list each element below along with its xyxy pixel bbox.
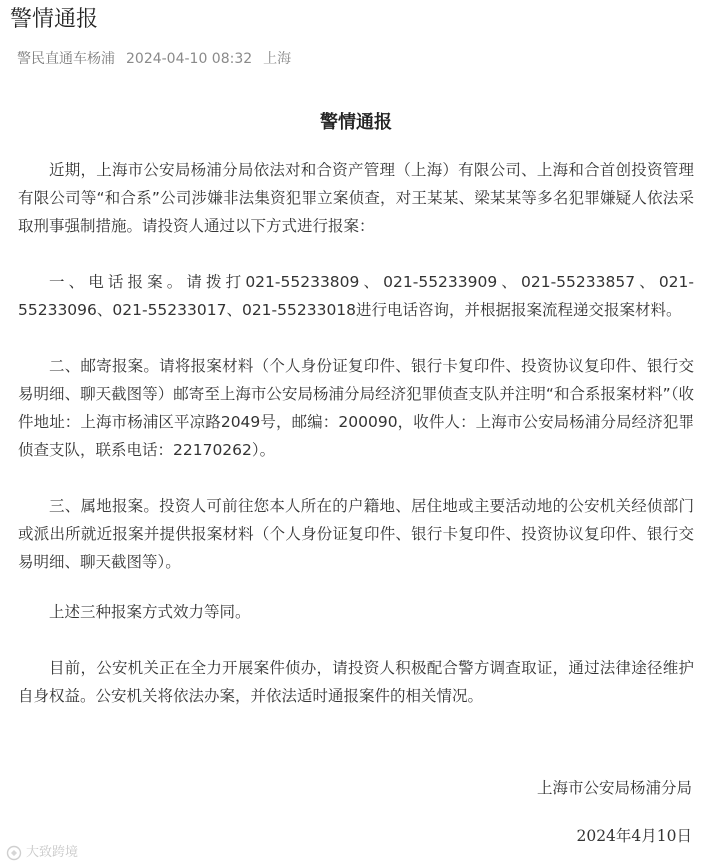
article-title: 警情通报 [320, 112, 392, 133]
article-body [18, 96, 694, 738]
publish-location: 上海 [263, 51, 292, 67]
paragraph-phone-report: 一、电话报案。请拨打021-55233809、021-55233909、021-55233857、021-55233096、021-55233017、021-55233018进行电话咨询，并根据报案流程递交报案材料。 [18, 273, 694, 319]
publish-datetime: 2024-04-10 08:32 [126, 51, 253, 67]
signature-date: 2024年4月10日 [576, 827, 692, 845]
page-title: 警情通报 [10, 7, 99, 32]
paragraph-mail-report: 二、邮寄报案。请将报案材料（个人身份证复印件、银行卡复印件、投资协议复印件、银行交易明细、聊天截图等）邮寄至上海市公安局杨浦分局经济犯罪侦查支队并注明“和合系报案材料”（收件地址：上海市杨浦区平凉路2049号，邮编：200090，收件人：上海市公安局杨浦分局经济犯罪侦查支队，联系电话：22170262）。 [18, 357, 694, 459]
article-meta [17, 49, 291, 69]
watermark [6, 844, 78, 862]
signature: 上海市公安局杨浦分局 [536, 779, 692, 797]
watermark-text: 大致跨境 [26, 845, 79, 860]
paragraph-current-status: 目前，公安机关正在全力开展案件侦办，请投资人积极配合警方调查取证，通过法律途径维护自身权益。公安机关将依法办案，并依法适时通报案件的相关情况。 [18, 659, 694, 705]
account-name[interactable]: 警民直通车杨浦 [17, 51, 115, 67]
paragraph-local-report: 三、属地报案。投资人可前往您本人所在的户籍地、居住地或主要活动地的公安机关经侦部门或派出所就近报案并提供报案材料（个人身份证复印件、银行卡复印件、投资协议复印件、银行交易明细、聊天截图等）。 [18, 497, 694, 571]
paragraph-equal-validity: 上述三种报案方式效力等同。 [49, 603, 251, 621]
paragraph-intro: 近期，上海市公安局杨浦分局依法对和合资产管理（上海）有限公司、上海和合首创投资管理有限公司等“和合系”公司涉嫌非法集资犯罪立案侦查，对王某某、梁某某等多名犯罪嫌疑人依法采取刑事强制措施。请投资人通过以下方式进行报案： [18, 161, 694, 235]
watermark-logo-icon [6, 845, 22, 861]
